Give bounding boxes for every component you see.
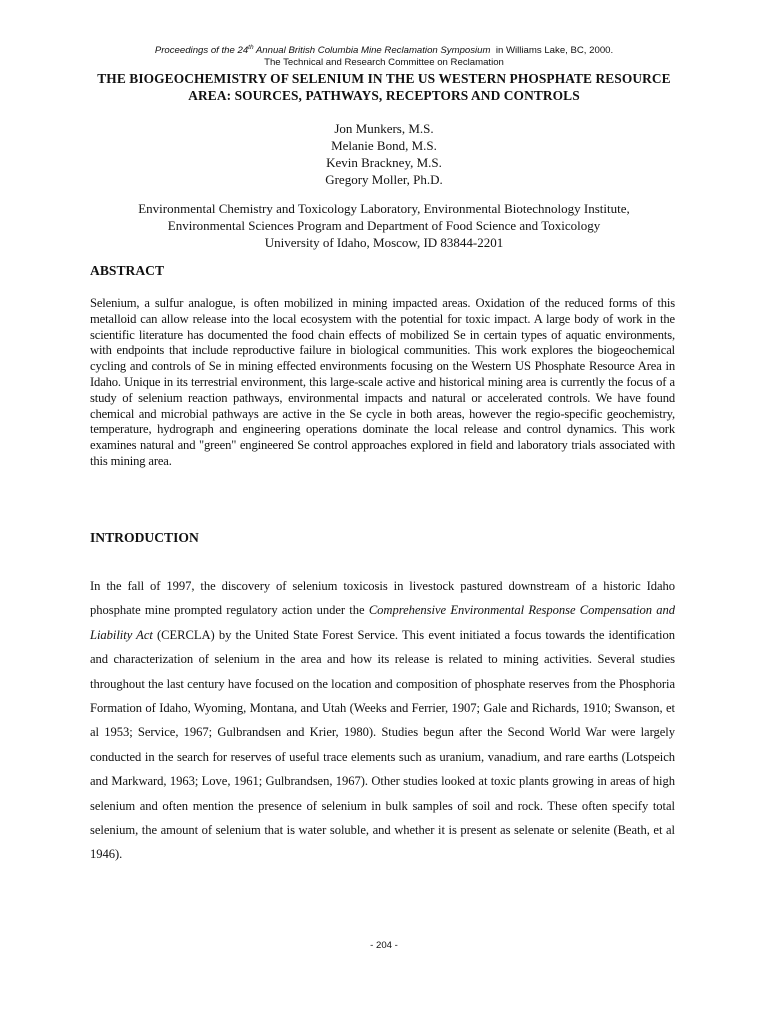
proceedings-ordinal-suffix: th [248,44,254,51]
proceedings-location: in Williams Lake, BC, 2000. [490,45,614,56]
page-number: - 204 - [370,940,398,951]
introduction-text [90,574,675,867]
proceedings-title-rest: Annual British Columbia Mine Reclamation Symposium [253,45,491,56]
committee-header: The Technical and Research Committee on Reclamation [264,57,504,68]
proceedings-prefix: Proceedings of the 24 [154,45,249,56]
affiliation [0,200,768,251]
affiliation-line: Environmental Chemistry and Toxicology Laboratory, Environmental Biotechnology Institute, [138,201,630,216]
proceedings-header [0,45,768,57]
affiliation-line: Environmental Sciences Program and Department of Food Science and Toxicology [167,218,601,233]
abstract-text: Selenium, a sulfur analogue, is often mobilized in mining impacted areas. Oxidation of the reduced forms of this metalloid can allow release into the local ecosystem with the potential for toxic impact. A large body of work in the scientific literature has documented the food chain effects of mobilized Se in certain types of aquatic environments, with endpoints that include reproductive failure in biological communities. This work explores the biogeochemical cycling and controls of Se in mining effected environments focusing on the Western US Phosphate Resource Area in Idaho. Unique in its terrestrial environment, this large-scale active and historical mining area is currently the focus of a study of selenium reaction pathways, environmental impacts and natural or accelerated controls. We have found chemical and microbial pathways are active in the Se cycle in both areas, however the regio-specific geochemistry, temperature, hydrograph and engineering operations dominate the local release and control dynamics. This work examines natural and "green" engineered Se control approaches explored in field and laboratory trials associated with this mining area. [90,296,675,468]
author-name: Kevin Brackney, M.S. [326,155,442,170]
act-name: Comprehensive Environmental Response Compensation and Liability Act [90,603,675,642]
introduction-heading: INTRODUCTION [90,530,199,545]
paper-title: THE BIOGEOCHEMISTRY OF SELENIUM IN THE US WESTERN PHOSPHATE RESOURCE AREA: SOURCES, PATHWAYS, RECEPTORS AND CONTROLS [97,71,671,103]
abstract-heading: ABSTRACT [90,263,165,278]
author-name: Jon Munkers, M.S. [334,121,434,136]
affiliation-line: University of Idaho, Moscow, ID 83844-2201 [264,235,504,250]
introduction-text-part: (CERCLA) by the United State Forest Service. This event initiated a focus towards the identification and characterization of selenium in the area and how its release is related to mining activities. Several studies throughout the last century have focused on the location and composition of phosphate reserves from the Phosphoria Formation of Idaho, Wyoming, Montana, and Utah (Weeks and Ferrier, 1907; Gale and Richards, 1910; Swanson, et al 1953; Service, 1967; Gulbrandsen and Krier, 1980). Studies begun after the Second World War were largely conducted in the search for reserves of useful trace elements such as uranium, vanadium, and rare earths (Lotspeich and Markward, 1963; Love, 1961; Gulbrandsen, 1967). Other studies looked at toxic plants growing in areas of high selenium and often mention the presence of selenium in bulk samples of soil and rock. These often specify total selenium, the amount of selenium that is water soluble, and whether it is present as selenate or selenite (Beath, et al 1946). [90,627,675,862]
author-name: Melanie Bond, M.S. [331,138,437,153]
introduction-text-part: In the fall of 1997, the discovery of selenium toxicosis in livestock pastured downstream of a historic Idaho phosphate mine prompted regulatory action under the [90,579,675,618]
author-name: Gregory Moller, Ph.D. [325,172,443,187]
author-list [0,120,768,188]
